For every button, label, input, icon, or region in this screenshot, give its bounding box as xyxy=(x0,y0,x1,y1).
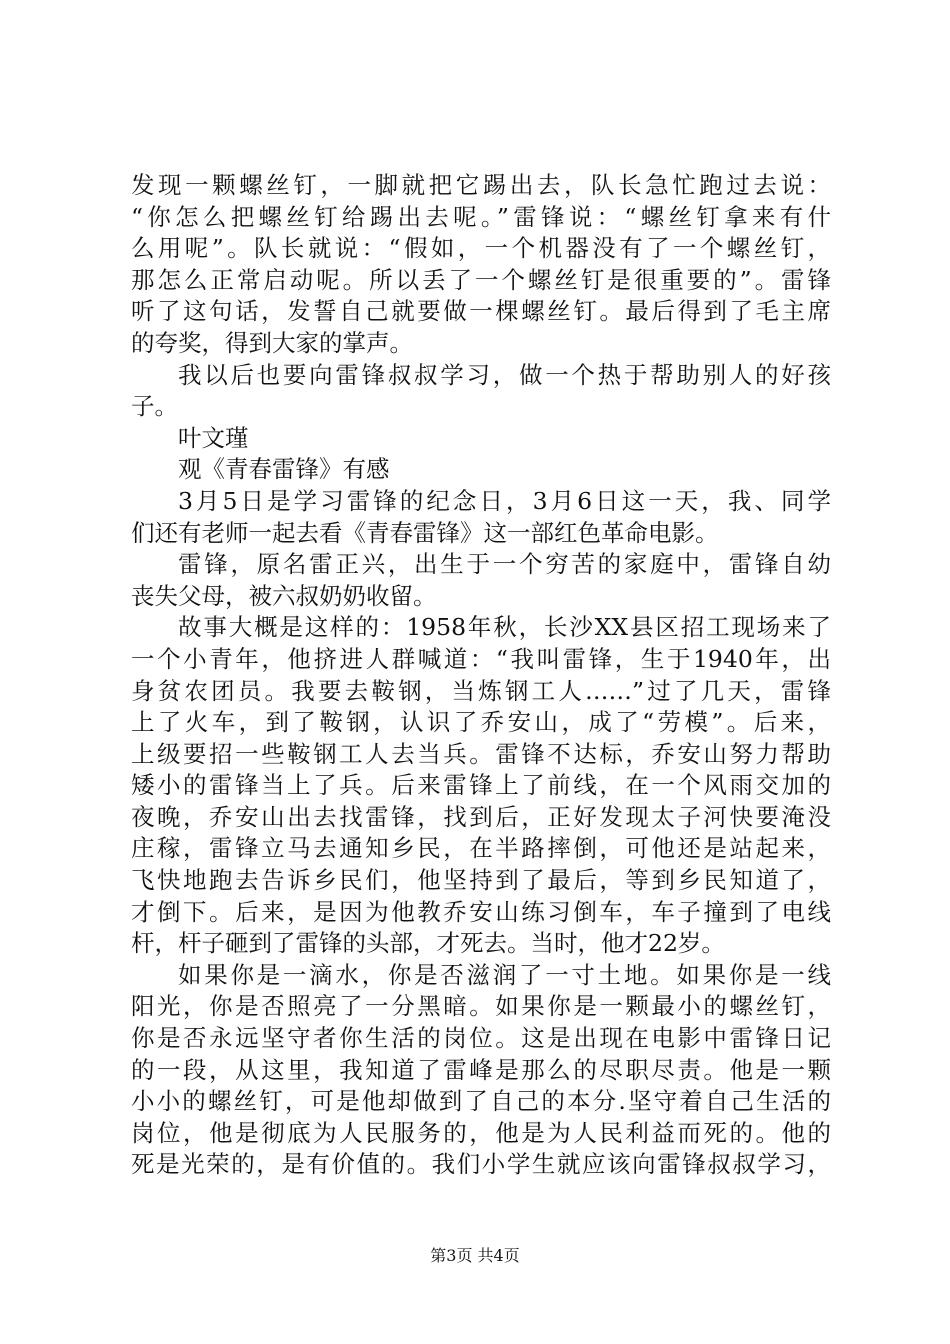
text-line: 身贫农团员。我要去鞍钢，当炼钢工人……”过了几天，雷锋 xyxy=(131,676,831,705)
text-line: 上了火车，到了鞍钢，认识了乔安山，成了“劳模”。后来， xyxy=(131,708,831,737)
text-line: 才倒下。后来，是因为他教乔安山练习倒车，车子撞到了电线 xyxy=(131,897,831,926)
essay-title: 观《青春雷锋》有感 xyxy=(178,455,390,484)
text-line: 上级要招一些鞍钢工人去当兵。雷锋不达标，乔安山努力帮助 xyxy=(131,739,831,768)
text-line: 夜晚，乔安山出去找雷锋，找到后，正好发现太子河快要淹没 xyxy=(131,802,831,831)
text-line: 丧失父母，被六叔奶奶收留。 xyxy=(131,581,437,610)
text-line: 岗位，他是彻底为人民服务的，他是为人民利益而死的。他的 xyxy=(131,1118,831,1147)
page-number-footer: 第3页 共4页 xyxy=(430,1246,520,1265)
text-line: 那怎么正常启动呢。所以丢了一个螺丝钉是很重要的”。雷锋 xyxy=(131,265,831,294)
text-line: “你怎么把螺丝钉给踢出去呢。”雷锋说：“螺丝钉拿来有什 xyxy=(131,202,831,231)
paragraph-start-line: 雷锋，原名雷正兴，出生于一个穷苦的家庭中，雷锋自幼 xyxy=(178,550,831,579)
text-line: 么用呢”。队长就说：“假如，一个机器没有了一个螺丝钉， xyxy=(131,234,831,263)
paragraph-start-line: 我以后也要向雷锋叔叔学习，做一个热于帮助别人的好孩 xyxy=(178,360,831,389)
text-line: 一个小青年，他挤进人群喊道：“我叫雷锋，生于1940年，出 xyxy=(131,644,831,673)
text-line: 子。 xyxy=(131,392,178,421)
text-line: 庄稼，雷锋立马去通知乡民，在半路摔倒，可他还是站起来， xyxy=(131,834,831,863)
text-line: 们还有老师一起去看《青春雷锋》这一部红色革命电影。 xyxy=(131,518,719,547)
text-line: 的夸奖，得到大家的掌声。 xyxy=(131,328,413,357)
text-line: 飞快地跑去告诉乡民们，他坚持到了最后，等到乡民知道了， xyxy=(131,866,831,895)
text-line: 小小的螺丝钉，可是他却做到了自己的本分.坚守着自己生活的 xyxy=(131,1087,831,1116)
paragraph-start-line: 3月5日是学习雷锋的纪念日，3月6日这一天，我、同学 xyxy=(178,486,831,515)
paragraph-start-line: 如果你是一滴水，你是否滋润了一寸土地。如果你是一线 xyxy=(178,960,831,989)
text-line: 的一段，从这里，我知道了雷峰是那么的尽职尽责。他是一颗 xyxy=(131,1055,831,1084)
text-line: 死是光荣的，是有价值的。我们小学生就应该向雷锋叔叔学习， xyxy=(131,1150,831,1179)
document-body xyxy=(131,170,831,1181)
paragraph-start-line: 故事大概是这样的：1958年秋，长沙XX县区招工现场来了 xyxy=(178,613,831,642)
text-line: 阳光，你是否照亮了一分黑暗。如果你是一颗最小的螺丝钉， xyxy=(131,992,831,1021)
author-name: 叶文瑾 xyxy=(178,423,249,452)
text-line: 你是否永远坚守者你生活的岗位。这是出现在电影中雷锋日记 xyxy=(131,1024,831,1053)
text-line: 听了这句话，发誓自己就要做一棵螺丝钉。最后得到了毛主席 xyxy=(131,297,831,326)
text-line: 发现一颗螺丝钉，一脚就把它踢出去，队长急忙跑过去说： xyxy=(131,171,831,199)
text-line: 矮小的雷锋当上了兵。后来雷锋上了前线，在一个风雨交加的 xyxy=(131,771,831,800)
text-line: 杆，杆子砸到了雷锋的头部，才死去。当时，他才22岁。 xyxy=(131,929,725,958)
